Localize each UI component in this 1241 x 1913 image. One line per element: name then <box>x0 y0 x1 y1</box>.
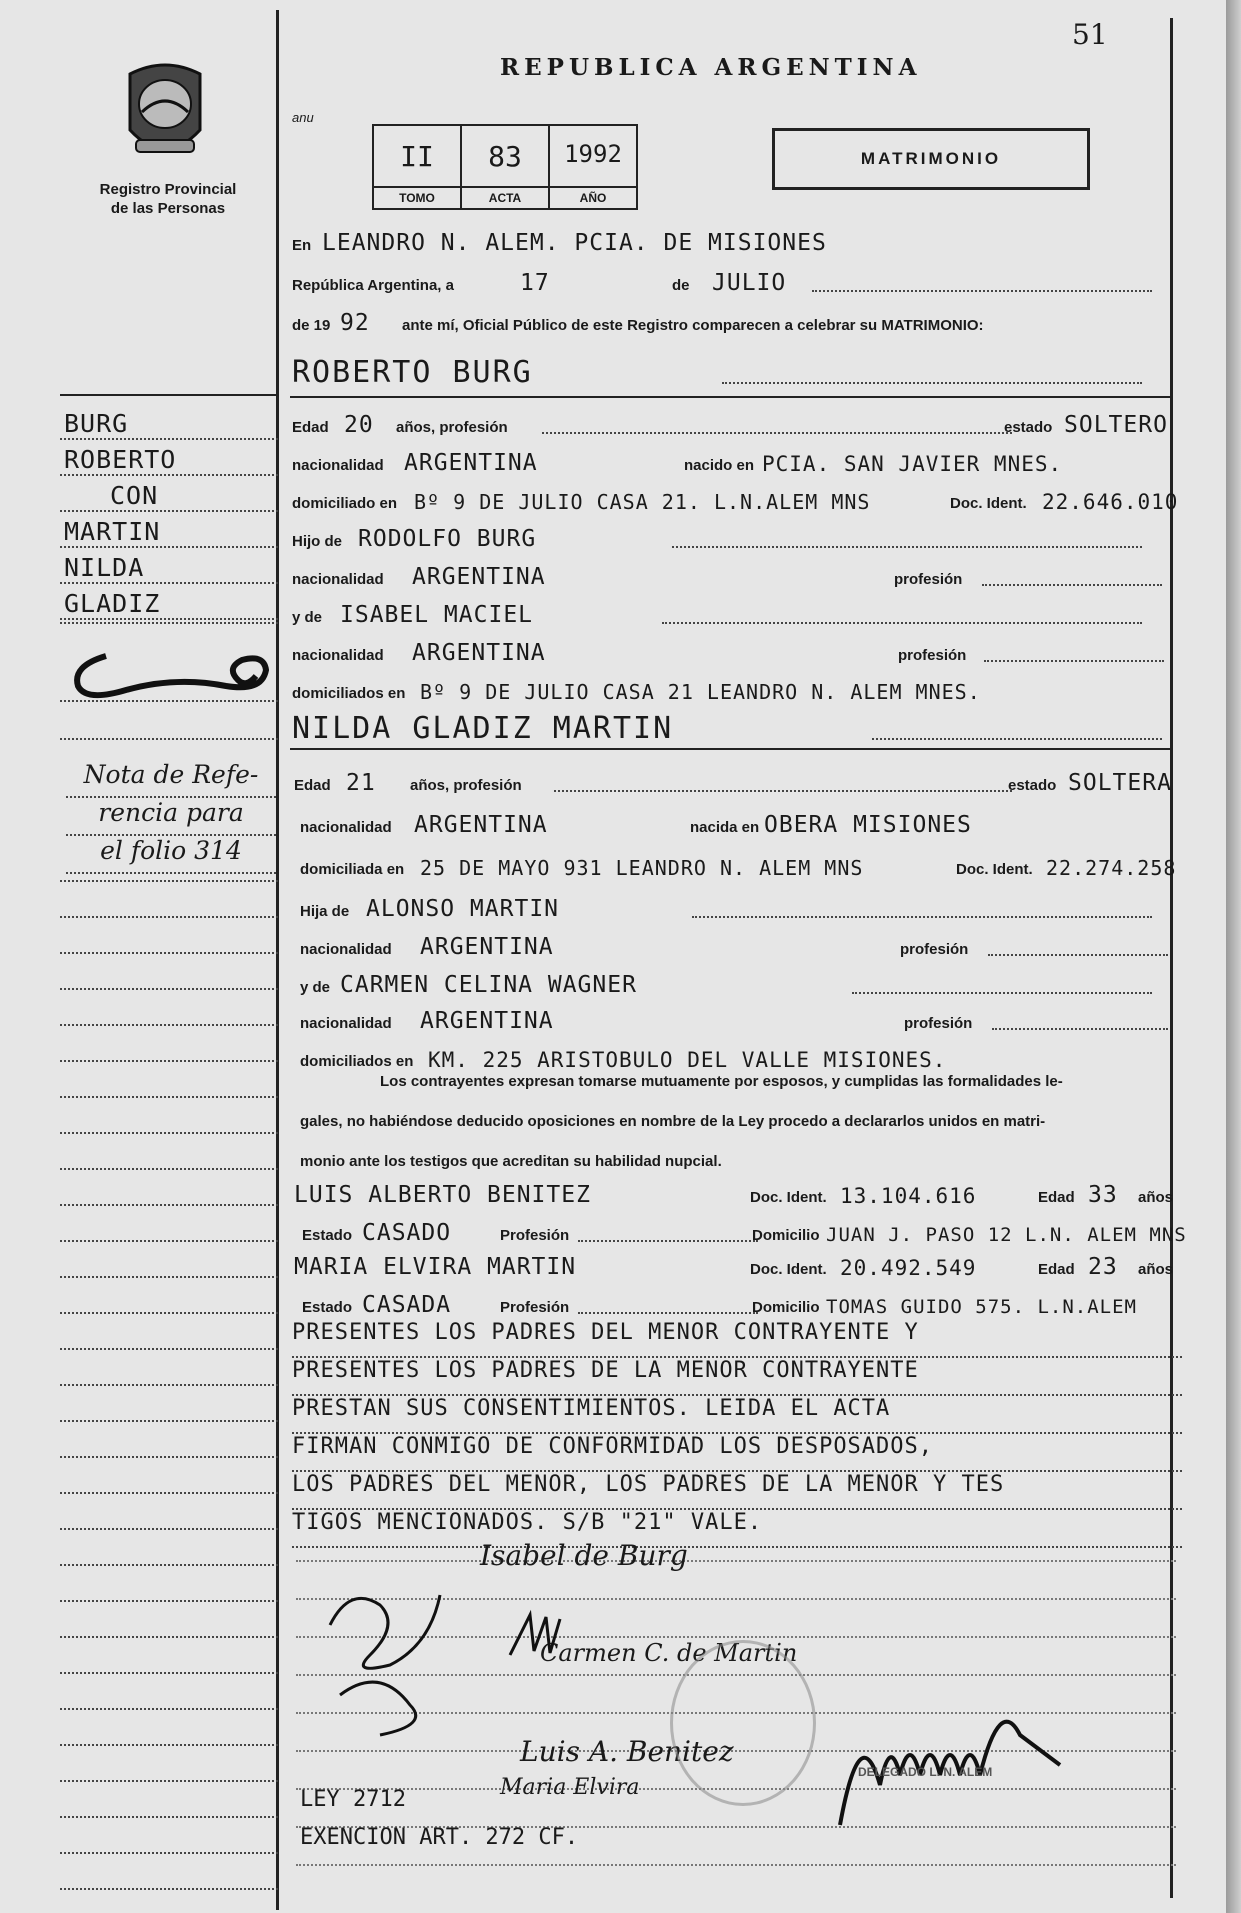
place-row: En LEANDRO N. ALEM. PCIA. DE MISIONES <box>292 230 827 256</box>
sidebar-blank-line <box>60 1816 278 1818</box>
tomo-acta-ano-box <box>372 124 638 210</box>
sidebar-blank-line <box>60 1204 278 1206</box>
sidebar-blank-line <box>60 1456 278 1458</box>
witness2-row: MARIA ELVIRA MARTIN Doc. Ident. 20.492.549 Edad 23 años <box>294 1254 1174 1280</box>
sidebar-blank-line <box>60 1420 278 1422</box>
ano-cell: 1992 AÑO <box>550 126 636 208</box>
sidebar-blank-line <box>60 952 278 954</box>
sidebar-name-line: BURG <box>60 404 278 440</box>
sidebar-blank-line <box>60 1240 278 1242</box>
margin-annotation: anu <box>292 110 314 125</box>
sidebar-name-line: GLADIZ <box>60 584 278 620</box>
day-value: 17 <box>520 270 550 296</box>
flourish-icon <box>66 646 276 706</box>
groom-father-row: Hijo de RODOLFO BURG <box>292 518 1176 554</box>
sidebar-blank-line <box>60 1384 278 1386</box>
witness1-name: LUIS ALBERTO BENITEZ <box>294 1182 591 1208</box>
place-value: LEANDRO N. ALEM. PCIA. DE MISIONES <box>322 230 827 256</box>
bride-name-row <box>292 704 1176 746</box>
reference-note: Nota de Refe- rencia para el folio 314 <box>66 760 276 874</box>
sidebar-name-line: NILDA <box>60 548 278 584</box>
page-edge <box>1226 0 1241 1913</box>
sidebar-blank-line <box>60 1528 278 1530</box>
sidebar-blank-line <box>60 700 278 702</box>
groom-name-row <box>292 348 1176 390</box>
sidebar-blank-line <box>60 1168 278 1170</box>
groom-father-nationality-row: nacionalidad ARGENTINA profesión <box>292 556 1176 592</box>
country-title: REPUBLICA ARGENTINA <box>500 54 922 81</box>
bride-age-row: Edad 21 años, profesión estado SOLTERA <box>294 770 1172 796</box>
acta-cell: 83 ACTA <box>462 126 550 208</box>
tomo-cell: II TOMO <box>374 126 462 208</box>
signature-maria: Maria Elvira <box>500 1775 640 1800</box>
sidebar-blank-line <box>60 1636 278 1638</box>
sidebar-blank-line <box>60 622 278 624</box>
bride-name: NILDA GLADIZ MARTIN <box>292 711 674 746</box>
sidebar-name-line: MARTIN <box>60 512 278 548</box>
bride-section-rule <box>290 748 1170 750</box>
witness2-details-row: Estado CASADA Profesión Domicilio TOMAS GUIDO 575. L.N.ALEM <box>302 1292 1137 1318</box>
year-value: 92 <box>340 310 370 336</box>
act-type-box: MATRIMONIO <box>772 128 1090 190</box>
groom-address-row: domiciliado en Bº 9 DE JULIO CASA 21. L.N.ALEM MNS Doc. Ident. 22.646.010 <box>292 490 1179 514</box>
bride-mother-row: y de CARMEN CELINA WAGNER <box>292 964 1176 1000</box>
sidebar-blank-line <box>60 1348 278 1350</box>
bride-father-nationality-row: nacionalidad ARGENTINA profesión <box>292 926 1176 962</box>
bride-mother-nationality-row: nacionalidad ARGENTINA profesión <box>292 1000 1176 1036</box>
provincial-crest-icon <box>118 60 212 162</box>
sidebar-blank-line <box>60 1672 278 1674</box>
groom-mother-row: y de ISABEL MACIEL <box>292 594 1176 630</box>
month-value: JULIO <box>712 270 787 296</box>
sidebar-blank-line <box>60 1492 278 1494</box>
sidebar-blank-line <box>60 1744 278 1746</box>
sidebar-blank-line <box>60 1888 278 1890</box>
official-stamp-icon <box>670 1640 816 1806</box>
initials-signature-icon <box>500 1605 570 1665</box>
observations-block: PRESENTES LOS PADRES DEL MENOR CONTRAYENTE Y PRESENTES LOS PADRES DE LA MENOR CONTRAYENTE PRESTAN SUS CONSENTIMIENTOS. LEIDA EL ACTA FIRMAN CONMIGO DE CONFORMIDAD LOS DESPOSADOS, LOS PADRES DEL MENOR, LOS PADRES DE LA MENOR Y TES TIGOS MENCIONADOS. S/B "21" VALE. <box>292 1320 1182 1548</box>
sidebar-blank-line <box>60 1852 278 1854</box>
official-signature-icon <box>820 1675 1100 1835</box>
exemption-note: EXENCION ART. 272 CF. <box>300 1825 579 1850</box>
sidebar-blank-line <box>60 738 278 740</box>
sidebar-blank-line <box>60 1096 278 1098</box>
witness1-row: LUIS ALBERTO BENITEZ Doc. Ident. 13.104.616 Edad 33 años <box>294 1182 1174 1208</box>
declaration-paragraph: Los contrayentes expresan tomarse mutuamente por esposos, y cumplidas las formalidades le- gales, no habiéndose deducido oposiciones en nombre de la Ley procedo a declararlos unidos en matri- monio ante los testigos que acreditan su habilidad nupcial. <box>300 1073 1063 1170</box>
left-column-rule <box>276 10 279 1910</box>
sidebar-blank-line <box>60 1024 278 1026</box>
sidebar-top-rule <box>60 394 278 396</box>
sidebar-blank-line <box>60 916 278 918</box>
bride-nationality-row: nacionalidad ARGENTINA nacida en OBERA MISIONES <box>300 812 972 838</box>
registry-name: Registro Provincial de las Personas <box>99 181 237 217</box>
bride-address-row: domiciliada en 25 DE MAYO 931 LEANDRO N. ALEM MNS Doc. Ident. 22.274.258 <box>300 856 1177 880</box>
law-reference: LEY 2712 <box>300 1787 406 1812</box>
sidebar-blank-line <box>60 1132 278 1134</box>
groom-age-row: Edad 20 años, profesión estado SOLTERO <box>292 412 1168 438</box>
sidebar-blank-line <box>60 1060 278 1062</box>
witness1-details-row: Estado CASADO Profesión Domicilio JUAN J. PASO 12 L.N. ALEM MNS <box>302 1220 1187 1246</box>
delegate-stamp-text: DELEGADO L. N. ALEM <box>858 1765 993 1779</box>
bride-father-row: Hija de ALONSO MARTIN <box>292 888 1176 924</box>
groom-nationality-row: nacionalidad ARGENTINA nacido en PCIA. SAN JAVIER MNES. <box>292 450 1063 476</box>
sidebar-blank-line <box>60 1564 278 1566</box>
bride-parents-address-row: domiciliados en KM. 225 ARISTOBULO DEL VALLE MISIONES. <box>300 1048 947 1072</box>
signature-benitez: Luis A. Benitez <box>520 1735 734 1768</box>
groom-parents-address-row: domiciliados en Bº 9 DE JULIO CASA 21 LEANDRO N. ALEM MNES. <box>292 680 981 704</box>
sidebar-blank-line <box>60 1312 278 1314</box>
groom-section-rule <box>290 396 1170 398</box>
sidebar-blank-line <box>60 880 278 882</box>
sidebar-blank-line <box>60 1780 278 1782</box>
date-row: República Argentina, a 17 de JULIO <box>292 262 1176 298</box>
sidebar-blank-line <box>60 1600 278 1602</box>
groom-mother-nationality-row: nacionalidad ARGENTINA profesión <box>292 632 1176 668</box>
sidebar-blank-line <box>60 988 278 990</box>
scribble-signature-icon <box>320 1565 460 1745</box>
page-number: 51 <box>1072 18 1108 51</box>
sidebar-name-line: CON <box>60 476 278 512</box>
sidebar-name-line: ROBERTO <box>60 440 278 476</box>
signature-carmen: Carmen C. de Martin <box>540 1639 798 1667</box>
sidebar-blank-line <box>60 1708 278 1710</box>
groom-name: ROBERTO BURG <box>292 355 533 390</box>
year-row: de 19 92 ante mí, Oficial Público de este Registro comparecen a celebrar su MATRIMONIO: <box>292 310 984 336</box>
witness2-name: MARIA ELVIRA MARTIN <box>294 1254 577 1280</box>
sidebar-blank-line <box>60 1276 278 1278</box>
signature-isabel: Isabel de Burg <box>480 1539 688 1572</box>
